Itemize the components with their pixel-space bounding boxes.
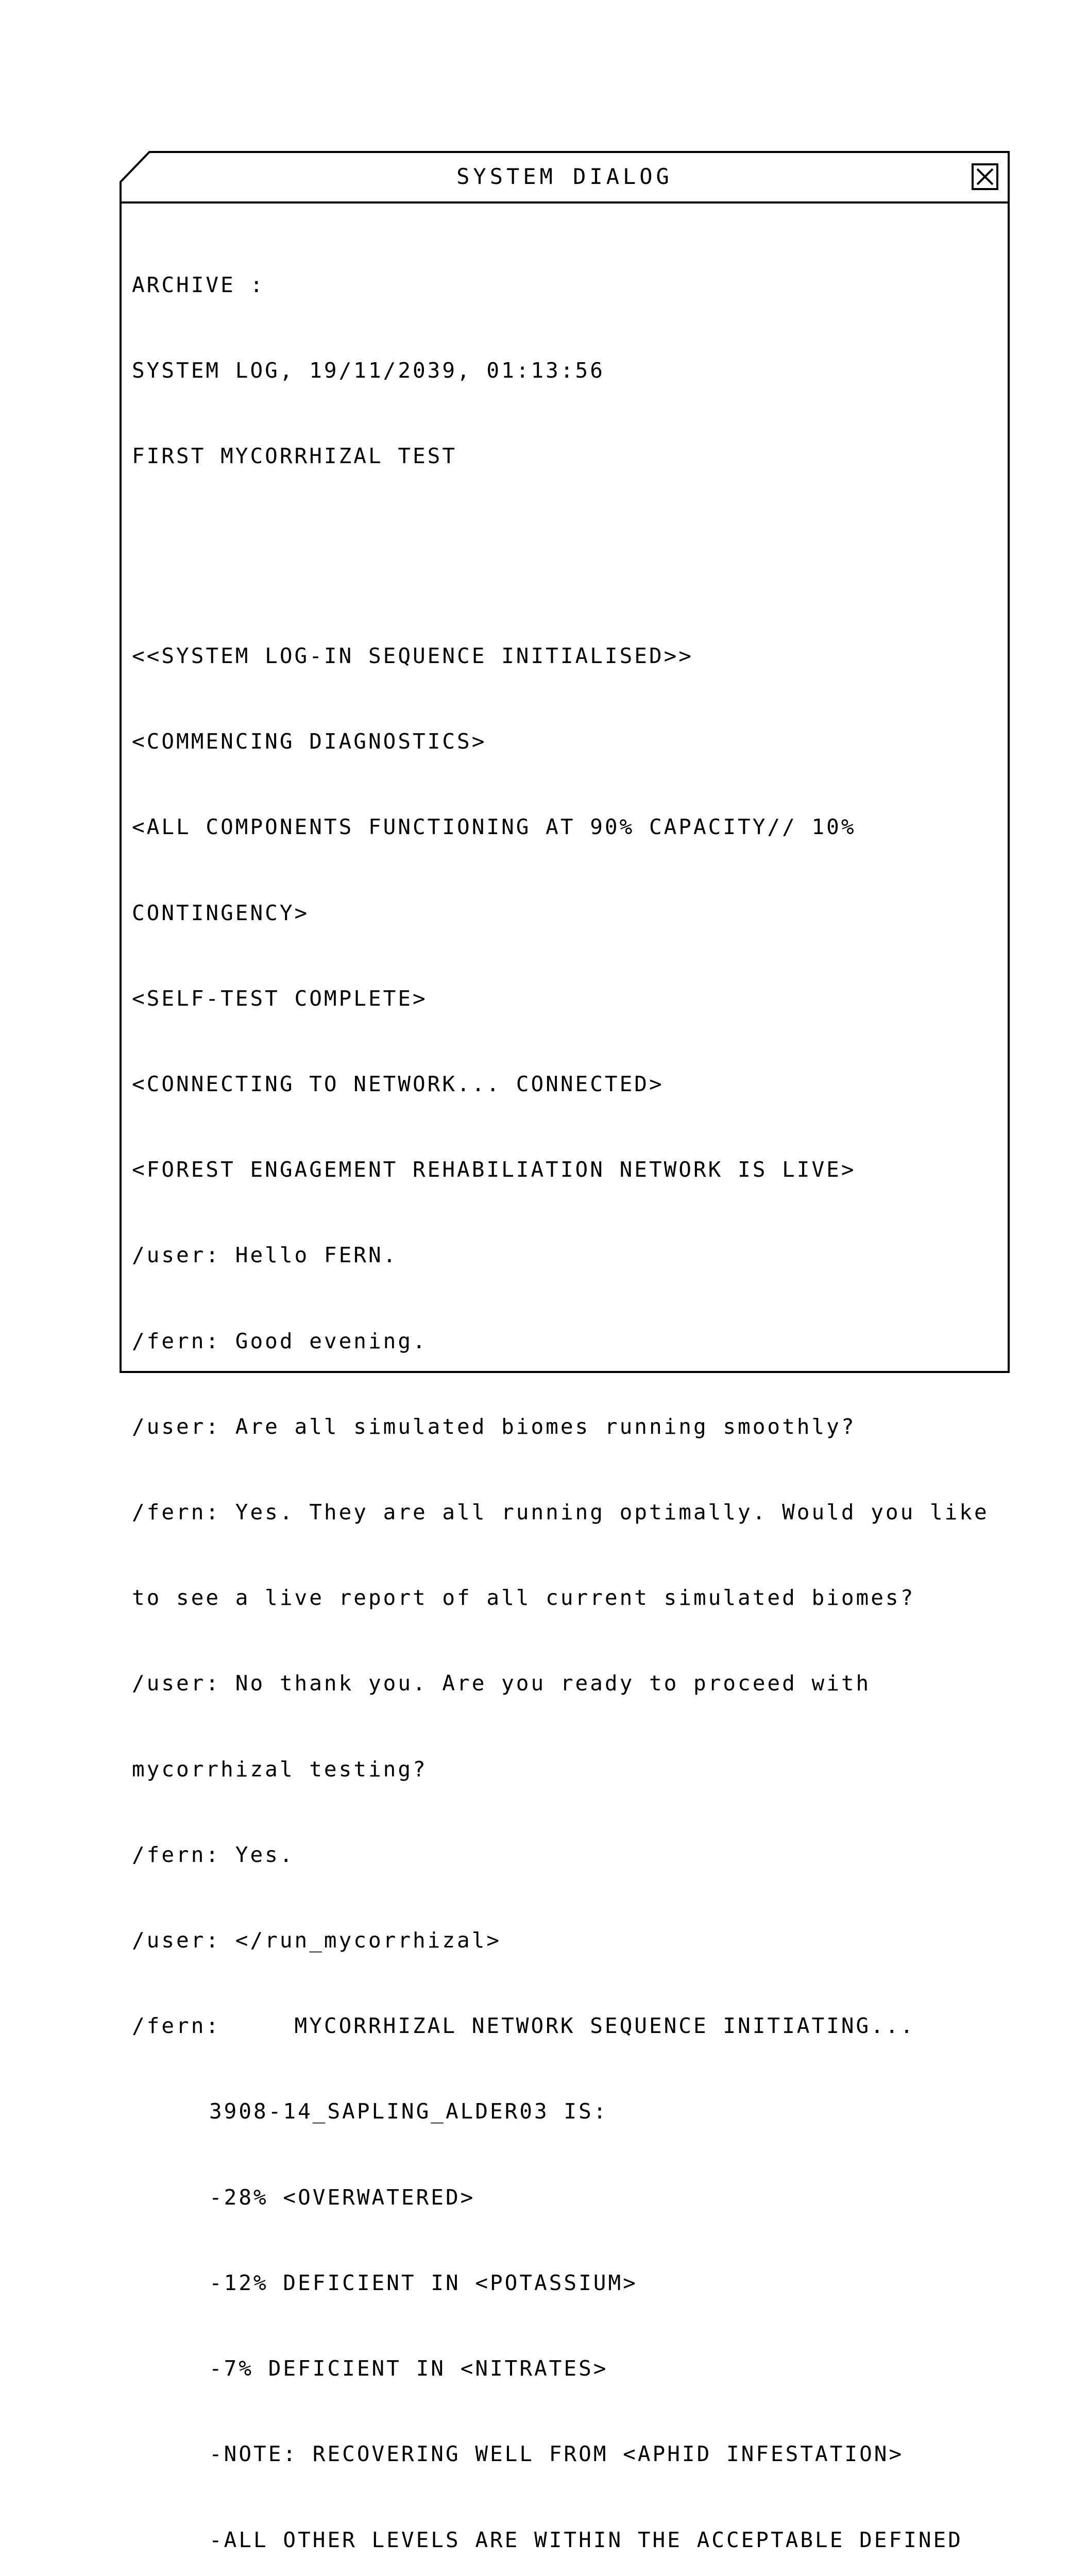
log-line: /user: Hello FERN. [132, 1243, 398, 1268]
log-line: to see a live report of all current simulated biomes? [132, 1585, 915, 1611]
log-line: <FOREST ENGAGEMENT REHABILIATION NETWORK IS LIVE> [132, 1157, 856, 1182]
log-content [132, 214, 1002, 2576]
log-line: /fern: MYCORRHIZAL NETWORK SEQUENCE INITIATING... [132, 2013, 915, 2039]
log-line: mycorrhizal testing? [132, 1756, 428, 1782]
title-bar [120, 151, 1010, 202]
test-name: FIRST MYCORRHIZAL TEST [132, 444, 457, 469]
log-line: /fern: Yes. They are all running optimally. Would you like [132, 1500, 989, 1525]
log-line: /user: Are all simulated biomes running smoothly? [132, 1414, 856, 1439]
spacer [132, 528, 1002, 556]
log-line: -28% <OVERWATERED> [209, 2184, 475, 2210]
log-line: <SELF-TEST COMPLETE> [132, 986, 428, 1011]
log-line: -12% DEFICIENT IN <POTASSIUM> [209, 2270, 638, 2295]
close-button[interactable] [972, 163, 998, 190]
log-line: 3908-14_SAPLING_ALDER03 IS: [209, 2099, 608, 2124]
log-info: SYSTEM LOG, 19/11/2039, 01:13:56 [132, 358, 605, 383]
log-line: /user: </run_mycorrhizal> [132, 1928, 502, 1953]
log-line: -7% DEFICIENT IN <NITRATES> [209, 2356, 608, 2381]
log-line: -ALL OTHER LEVELS ARE WITHIN THE ACCEPTABLE DEFINED [209, 2527, 963, 2552]
log-line: -NOTE: RECOVERING WELL FROM <APHID INFESTATION> [209, 2442, 904, 2467]
log-line: /user: No thank you. Are you ready to proceed with [132, 1671, 871, 1696]
log-line: <CONNECTING TO NETWORK... CONNECTED> [132, 1072, 664, 1097]
log-line: <<SYSTEM LOG-IN SEQUENCE INITIALISED>> [132, 643, 693, 669]
archive-label: ARCHIVE : [132, 272, 265, 297]
dialog-title: SYSTEM DIALOG [456, 164, 673, 189]
close-icon [974, 165, 996, 188]
log-line: <ALL COMPONENTS FUNCTIONING AT 90% CAPACITY// 10% [132, 815, 856, 840]
log-line: <COMMENCING DIAGNOSTICS> [132, 729, 487, 754]
log-line: /fern: Good evening. [132, 1328, 428, 1353]
log-line: /fern: Yes. [132, 1842, 295, 1867]
log-line: CONTINGENCY> [132, 900, 310, 925]
system-dialog-window [120, 151, 1010, 2552]
